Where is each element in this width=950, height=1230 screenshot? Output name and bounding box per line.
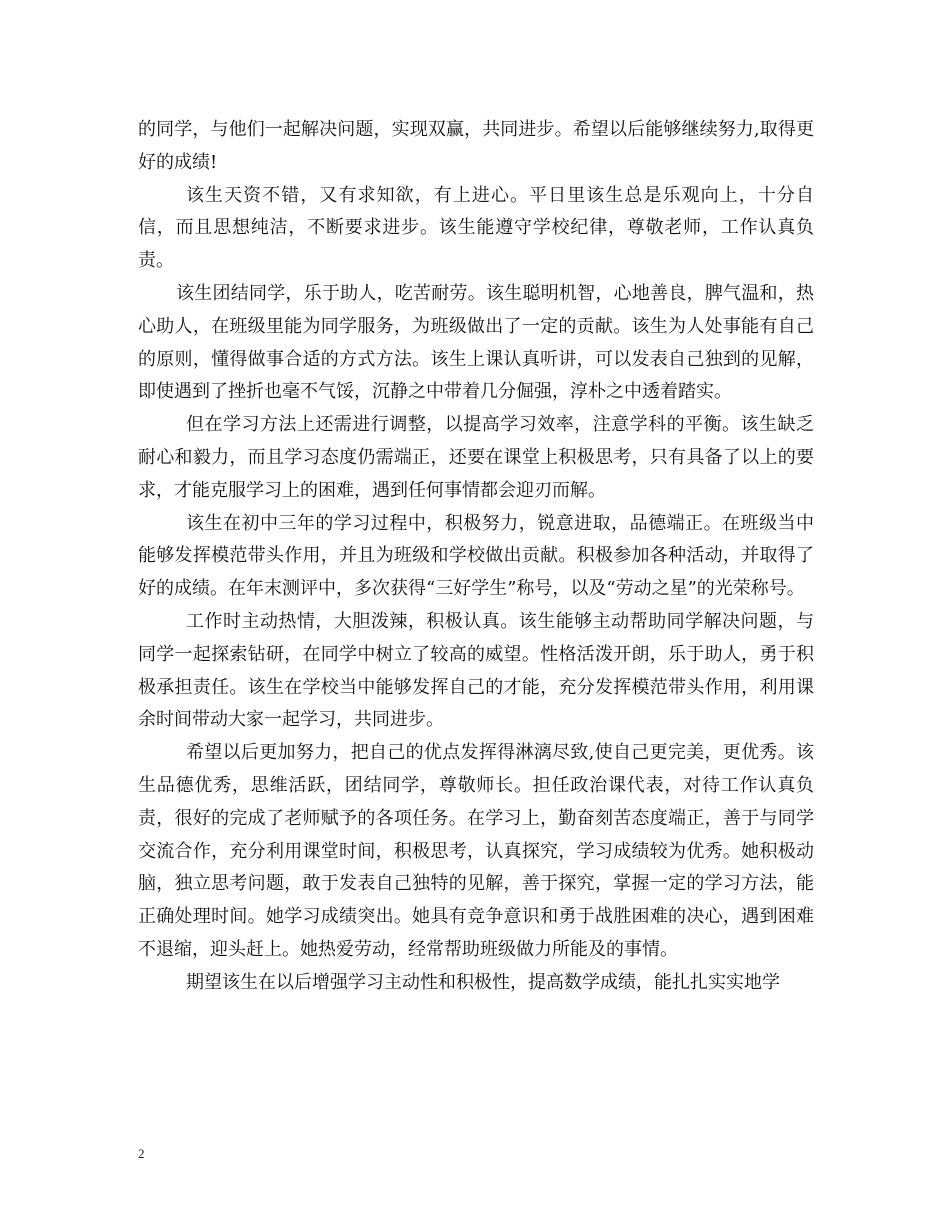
paragraph-junior-high: 该生在初中三年的学习过程中，积极努力，锐意进取，品德端正。在班级当中能够发挥模范带头作用，并且为班级和学校做出贡献。积极参加各种活动，并取得了好的成绩。在年末测评中，多次获得“三好学生”称号，以及“劳动之星”的光荣称号。 [138, 512, 814, 600]
paragraph-hope: 希望以后更加努力，把自己的优点发挥得淋漓尽致,使自己更完美，更优秀。该生品德优秀，思维活跃，团结同学，尊敬师长。担任政治课代表，对待工作认真负责，很好的完成了老师赋予的各项任务。在学习上，勤奋刻苦态度端正，善于与同学交流合作，充分利用课堂时间，积极思考，认真探究，学习成绩较为优秀。她积极动脑，独立思考问题，敢于发表自己独特的见解，善于探究，掌握一定的学习方法，能正确处理时间。她学习成绩突出。她具有竞争意识和勇于战胜困难的决心，遇到困难不退缩，迎头赶上。她热爱劳动，经常帮助班级做力所能及的事情。 [138, 742, 814, 960]
paragraph-talent: 该生天资不错，又有求知欲，有上进心。平日里该生总是乐观向上，十分自信，而且思想纯洁，不断要求进步。该生能遵守学校纪律，尊敬老师，工作认真负责。 [138, 184, 814, 272]
paragraph-expectation: 期望该生在以后增强学习主动性和积极性，提高数学成绩，能扎扎实实地学 [186, 971, 780, 993]
paragraph-study-method: 但在学习方法上还需进行调整，以提高学习效率，注意学科的平衡。该生缺乏耐心和毅力，而且学习态度仍需端正，还要在课堂上积极思考，只有具备了以上的要求，才能克服学习上的困难，遇到任何事情都会迎刃而解。 [138, 414, 814, 501]
page-body [138, 114, 814, 1000]
paragraph-continuation: 的同学，与他们一起解决问题，实现双赢，共同进步。希望以后能够继续努力,取得更好的成绩! [138, 119, 814, 173]
paragraph-work-attitude: 工作时主动热情，大胆泼辣，积极认真。该生能够主动帮助同学解决问题，与同学一起探索钻研，在同学中树立了较高的威望。性格活泼开朗，乐于助人，勇于积极承担责任。该生在学校当中能够发挥自己的才能，充分发挥模范带头作用，利用课余时间带动大家一起学习，共同进步。 [138, 610, 814, 731]
paragraph-teamwork: 该生团结同学，乐于助人，吃苦耐劳。该生聪明机智，心地善良，脾气温和，热心助人，在班级里能为同学服务，为班级做出了一定的贡献。该生为人处事能有自己的原则，懂得做事合适的方式方法。该生上课认真听讲，可以发表自己独到的见解，即使遇到了挫折也毫不气馁，沉静之中带着几分倔强，淳朴之中透着踏实。 [138, 282, 814, 403]
page-number: 2 [138, 1146, 145, 1161]
